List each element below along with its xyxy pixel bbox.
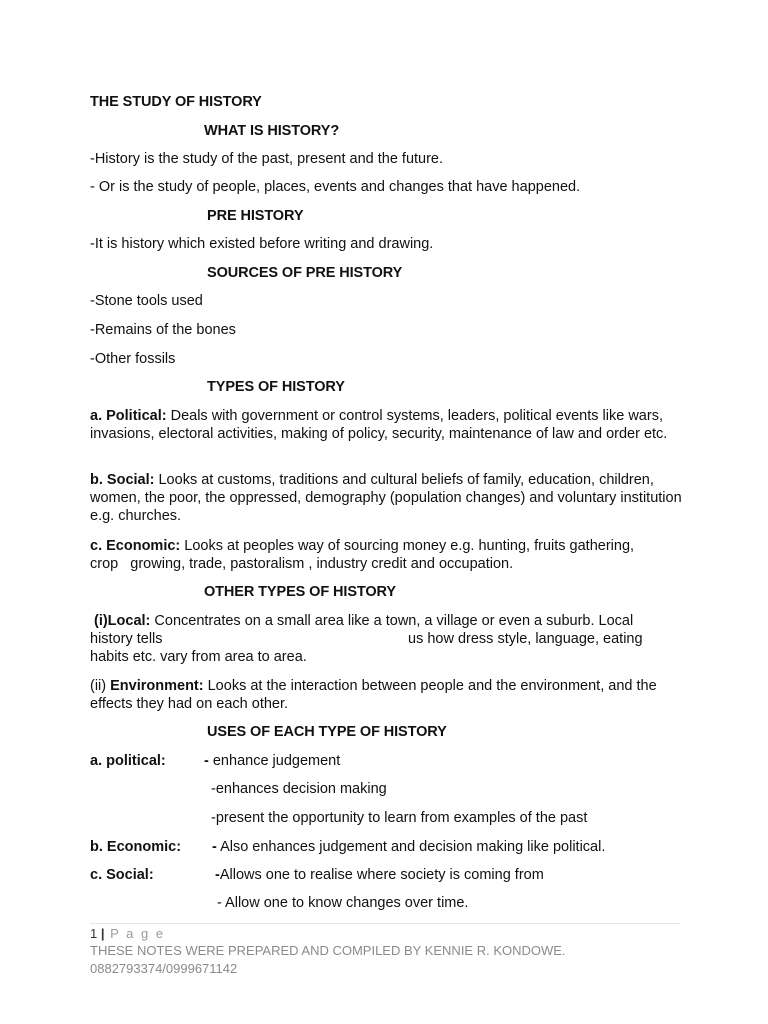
uses-political-dash: - <box>204 753 209 769</box>
type-economic-label: c. Economic: <box>90 538 181 554</box>
source-item-2: -Remains of the bones <box>90 322 236 338</box>
uses-political-label: a. political: <box>90 753 166 769</box>
uses-social-line-2: - Allow one to know changes over time. <box>217 895 469 911</box>
type-political-label: a. Political: <box>90 408 167 424</box>
heading-types: TYPES OF HISTORY <box>207 379 345 395</box>
uses-economic-label: b. Economic: <box>90 839 182 855</box>
local-text: Concentrates on a small area like a town, a village or even a suburb. Local <box>150 613 634 629</box>
uses-economic-text: Also enhances judgement and decision making like political. <box>216 839 606 855</box>
footer-divider <box>90 923 680 924</box>
heading-pre-history: PRE HISTORY <box>207 208 304 224</box>
page-footer-number <box>90 925 165 943</box>
definition-line-2: - Or is the study of people, places, events and changes that have happened. <box>90 179 581 195</box>
uses-economic-line <box>212 838 605 856</box>
uses-social-label: c. Social: <box>90 867 154 883</box>
type-social-text: Looks at customs, traditions and cultural beliefs of family, education, children, women, the poor, the oppressed, demography (population changes) and voluntary institution e.g. churches. <box>90 472 682 524</box>
type-social-paragraph <box>90 471 685 525</box>
environment-prefix: (ii) <box>90 678 111 694</box>
footer-phones: 0882793374/0999671142 <box>90 961 238 976</box>
document-title: THE STUDY OF HISTORY <box>90 94 262 110</box>
heading-uses: USES OF EACH TYPE OF HISTORY <box>207 724 447 740</box>
uses-economic-dash: - <box>212 839 217 855</box>
footer-credit: THESE NOTES WERE PREPARED AND COMPILED BY KENNIE R. KONDOWE. <box>90 943 566 958</box>
heading-other-types: OTHER TYPES OF HISTORY <box>204 584 396 600</box>
page-word: P a g e <box>104 926 166 941</box>
pre-history-line: -It is history which existed before writing and drawing. <box>90 236 434 252</box>
page-number: 1 <box>90 926 98 941</box>
uses-social-text: Allows one to realise where society is coming from <box>219 867 544 883</box>
heading-sources: SOURCES OF PRE HISTORY <box>207 265 403 281</box>
environment-label: Environment: <box>110 678 204 694</box>
environment-text: Looks at the interaction between people and the environment, and the effects they had on each other. <box>90 678 657 712</box>
type-economic-line-1 <box>90 537 634 555</box>
heading-what-is-history: WHAT IS HISTORY? <box>204 123 340 139</box>
local-line-2b: us how dress style, language, eating <box>408 631 643 647</box>
environment-paragraph <box>90 677 685 713</box>
uses-political-line-2: -enhances decision making <box>211 781 387 797</box>
uses-social-dash: - <box>215 867 220 883</box>
uses-political-text-1: enhance judgement <box>208 753 341 769</box>
uses-political-line-1 <box>204 752 340 770</box>
local-line-1 <box>94 612 633 630</box>
source-item-3: -Other fossils <box>90 351 176 367</box>
local-line-2a: history tells <box>90 631 163 647</box>
page-separator: | <box>100 926 105 941</box>
definition-line-1: -History is the study of the past, present and the future. <box>90 151 444 167</box>
uses-social-line-1 <box>215 866 544 884</box>
local-label: (i)Local: <box>94 613 151 629</box>
type-political-paragraph <box>90 407 685 443</box>
type-social-label: b. Social: <box>90 472 155 488</box>
source-item-1: -Stone tools used <box>90 293 203 309</box>
type-economic-line-2: crop growing, trade, pastoralism , industry credit and occupation. <box>90 556 514 572</box>
local-line-3: habits etc. vary from area to area. <box>90 649 307 665</box>
type-economic-text: Looks at peoples way of sourcing money e.g. hunting, fruits gathering, <box>180 538 635 554</box>
type-political-text: Deals with government or control systems, leaders, political events like wars, invasions, electoral activities, making of policy, security, maintenance of law and order etc. <box>90 408 668 442</box>
uses-political-line-3: -present the opportunity to learn from examples of the past <box>211 810 588 826</box>
